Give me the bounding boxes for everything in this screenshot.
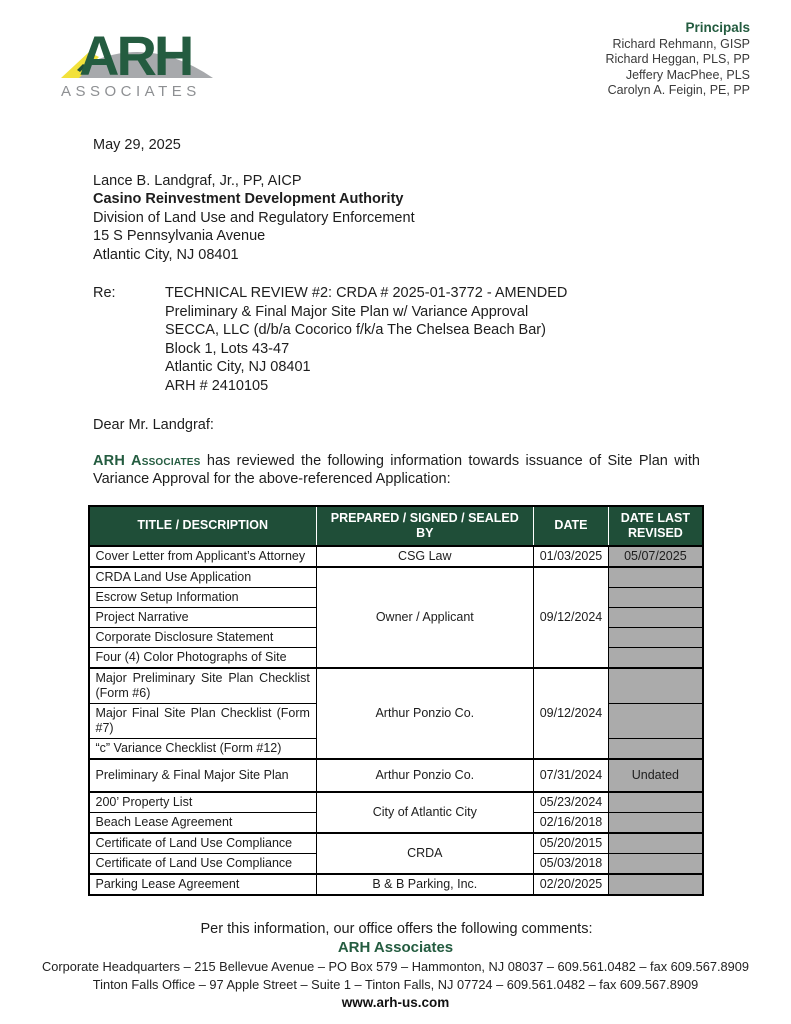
principal-name: Richard Rehmann, GISP [612,36,750,51]
review-table-row [89,668,703,704]
recipient-block [93,172,700,265]
review-table-row [89,759,703,792]
logo-arh-text: ARH [79,24,192,82]
date-last-revised-cell: 05/07/2025 [609,546,703,567]
re-line: Preliminary & Final Major Site Plan w/ Variance Approval [165,303,529,320]
date-cell: 05/03/2018 [533,853,609,874]
doc-title-cell: “c” Variance Checklist (Form #12) [89,738,317,759]
re-block [93,284,700,395]
arh-logo [57,20,227,100]
doc-title-cell: Cover Letter from Applicant’s Attorney [89,546,317,567]
doc-title-cell: Parking Lease Agreement [89,874,317,895]
arh-logo-graphic [57,20,217,82]
date-last-revised-cell [609,703,703,738]
date-cell: 05/23/2024 [533,792,609,813]
prepared-by-cell: Owner / Applicant [316,567,533,668]
review-table-row [89,874,703,895]
date-last-revised-cell [609,833,703,854]
review-table-row [89,567,703,588]
review-table [88,505,704,896]
prepared-by-cell: CSG Law [316,546,533,567]
date-cell: 09/12/2024 [533,668,609,759]
re-line: SECCA, LLC (d/b/a Cocorico f/k/a The Chelsea Beach Bar) [165,322,546,338]
date-last-revised-cell [609,627,703,647]
footer-address-line: Tinton Falls Office – 97 Apple Street – Suite 1 – Tinton Falls, NJ 07724 – 609.561.0482 – fax 609.567.8909 [92,977,699,992]
recipient-name: Lance B. Landgraf, Jr., PP, AICP [93,172,302,189]
doc-title-cell: Beach Lease Agreement [89,812,317,833]
prepared-by-cell: CRDA [316,833,533,874]
doc-title-cell: Preliminary & Final Major Site Plan [89,759,317,792]
prepared-by-cell: Arthur Ponzio Co. [316,759,533,792]
letter-body [0,136,791,489]
doc-title-cell: Certificate of Land Use Compliance [89,833,317,854]
date-cell: 09/12/2024 [533,567,609,668]
date-last-revised-cell [609,607,703,627]
doc-title-cell: Project Narrative [89,607,317,627]
prepared-by-cell: B & B Parking, Inc. [316,874,533,895]
re-line: TECHNICAL REVIEW #2: CRDA # 2025-01-3772 - AMENDED [165,285,568,301]
date-last-revised-cell [609,668,703,704]
footer-website: www.arh-us.com [341,995,450,1010]
prepared-by-cell: City of Atlantic City [316,792,533,833]
doc-title-cell: Major Preliminary Site Plan Checklist (Form #6) [89,668,317,704]
doc-title-cell: Four (4) Color Photographs of Site [89,647,317,668]
principals-block [605,20,750,99]
comments-line: Per this information, our office offers the following comments: [200,920,593,937]
review-table-row [89,792,703,813]
column-header-date: DATE [533,506,609,546]
footer-company-name: ARH Associates [337,939,454,956]
principal-name: Richard Heggan, PLS, PP [605,52,750,66]
salutation: Dear Mr. Landgraf: [93,417,214,433]
column-header-revised: DATE LAST REVISED [609,506,703,546]
column-header-prepared: PREPARED / SIGNED / SEALED BY [316,506,533,546]
date-last-revised-cell [609,738,703,759]
date-last-revised-cell [609,587,703,607]
letter-date: May 29, 2025 [93,137,181,153]
column-header-title: TITLE / DESCRIPTION [89,506,317,546]
date-cell: 05/20/2015 [533,833,609,854]
date-last-revised-cell [609,567,703,588]
doc-title-cell: 200’ Property List [89,792,317,813]
recipient-city: Atlantic City, NJ 08401 [93,246,239,263]
date-last-revised-cell: Undated [609,759,703,792]
re-line: ARH # 2410105 [165,377,269,394]
footer [0,939,791,1012]
re-content [165,284,567,395]
intro-paragraph [93,452,700,489]
re-line: Block 1, Lots 43-47 [165,340,290,357]
date-last-revised-cell [609,874,703,895]
review-table-body [89,546,703,895]
recipient-organization: Casino Reinvestment Development Authority [93,191,404,207]
re-label: Re: [93,285,116,301]
doc-title-cell: Escrow Setup Information [89,587,317,607]
doc-title-cell: CRDA Land Use Application [89,567,317,588]
date-last-revised-cell [609,792,703,813]
principals-heading: Principals [685,20,750,35]
date-cell: 02/16/2018 [533,812,609,833]
doc-title-cell: Major Final Site Plan Checklist (Form #7) [89,703,317,738]
prepared-by-cell: Arthur Ponzio Co. [316,668,533,759]
review-table-header [89,506,703,546]
date-last-revised-cell [609,853,703,874]
review-table-row [89,833,703,854]
date-last-revised-cell [609,812,703,833]
recipient-street: 15 S Pennsylvania Avenue [93,228,266,244]
date-last-revised-cell [609,647,703,668]
date-cell: 07/31/2024 [533,759,609,792]
review-table-row [89,546,703,567]
footer-address-line: Corporate Headquarters – 215 Bellevue Avenue – PO Box 579 – Hammonton, NJ 08037 – 609.561.0482 – fax 609.567.8909 [42,959,749,974]
date-cell: 02/20/2025 [533,874,609,895]
doc-title-cell: Corporate Disclosure Statement [89,627,317,647]
intro-text: has reviewed the following information towards issuance of Site Plan with Variance Approval for the above-referenced Application: [93,452,700,487]
recipient-division: Division of Land Use and Regulatory Enforcement [93,209,415,226]
doc-title-cell: Certificate of Land Use Compliance [89,853,317,874]
logo-associates-text: ASSOCIATES [61,83,201,100]
letterhead [0,0,791,100]
intro-brand-name: ARH Associates [93,452,201,469]
principal-name: Jeffery MacPhee, PLS [625,67,750,82]
re-line: Atlantic City, NJ 08401 [165,359,311,375]
date-cell: 01/03/2025 [533,546,609,567]
principal-name: Carolyn A. Feigin, PE, PP [607,83,750,97]
